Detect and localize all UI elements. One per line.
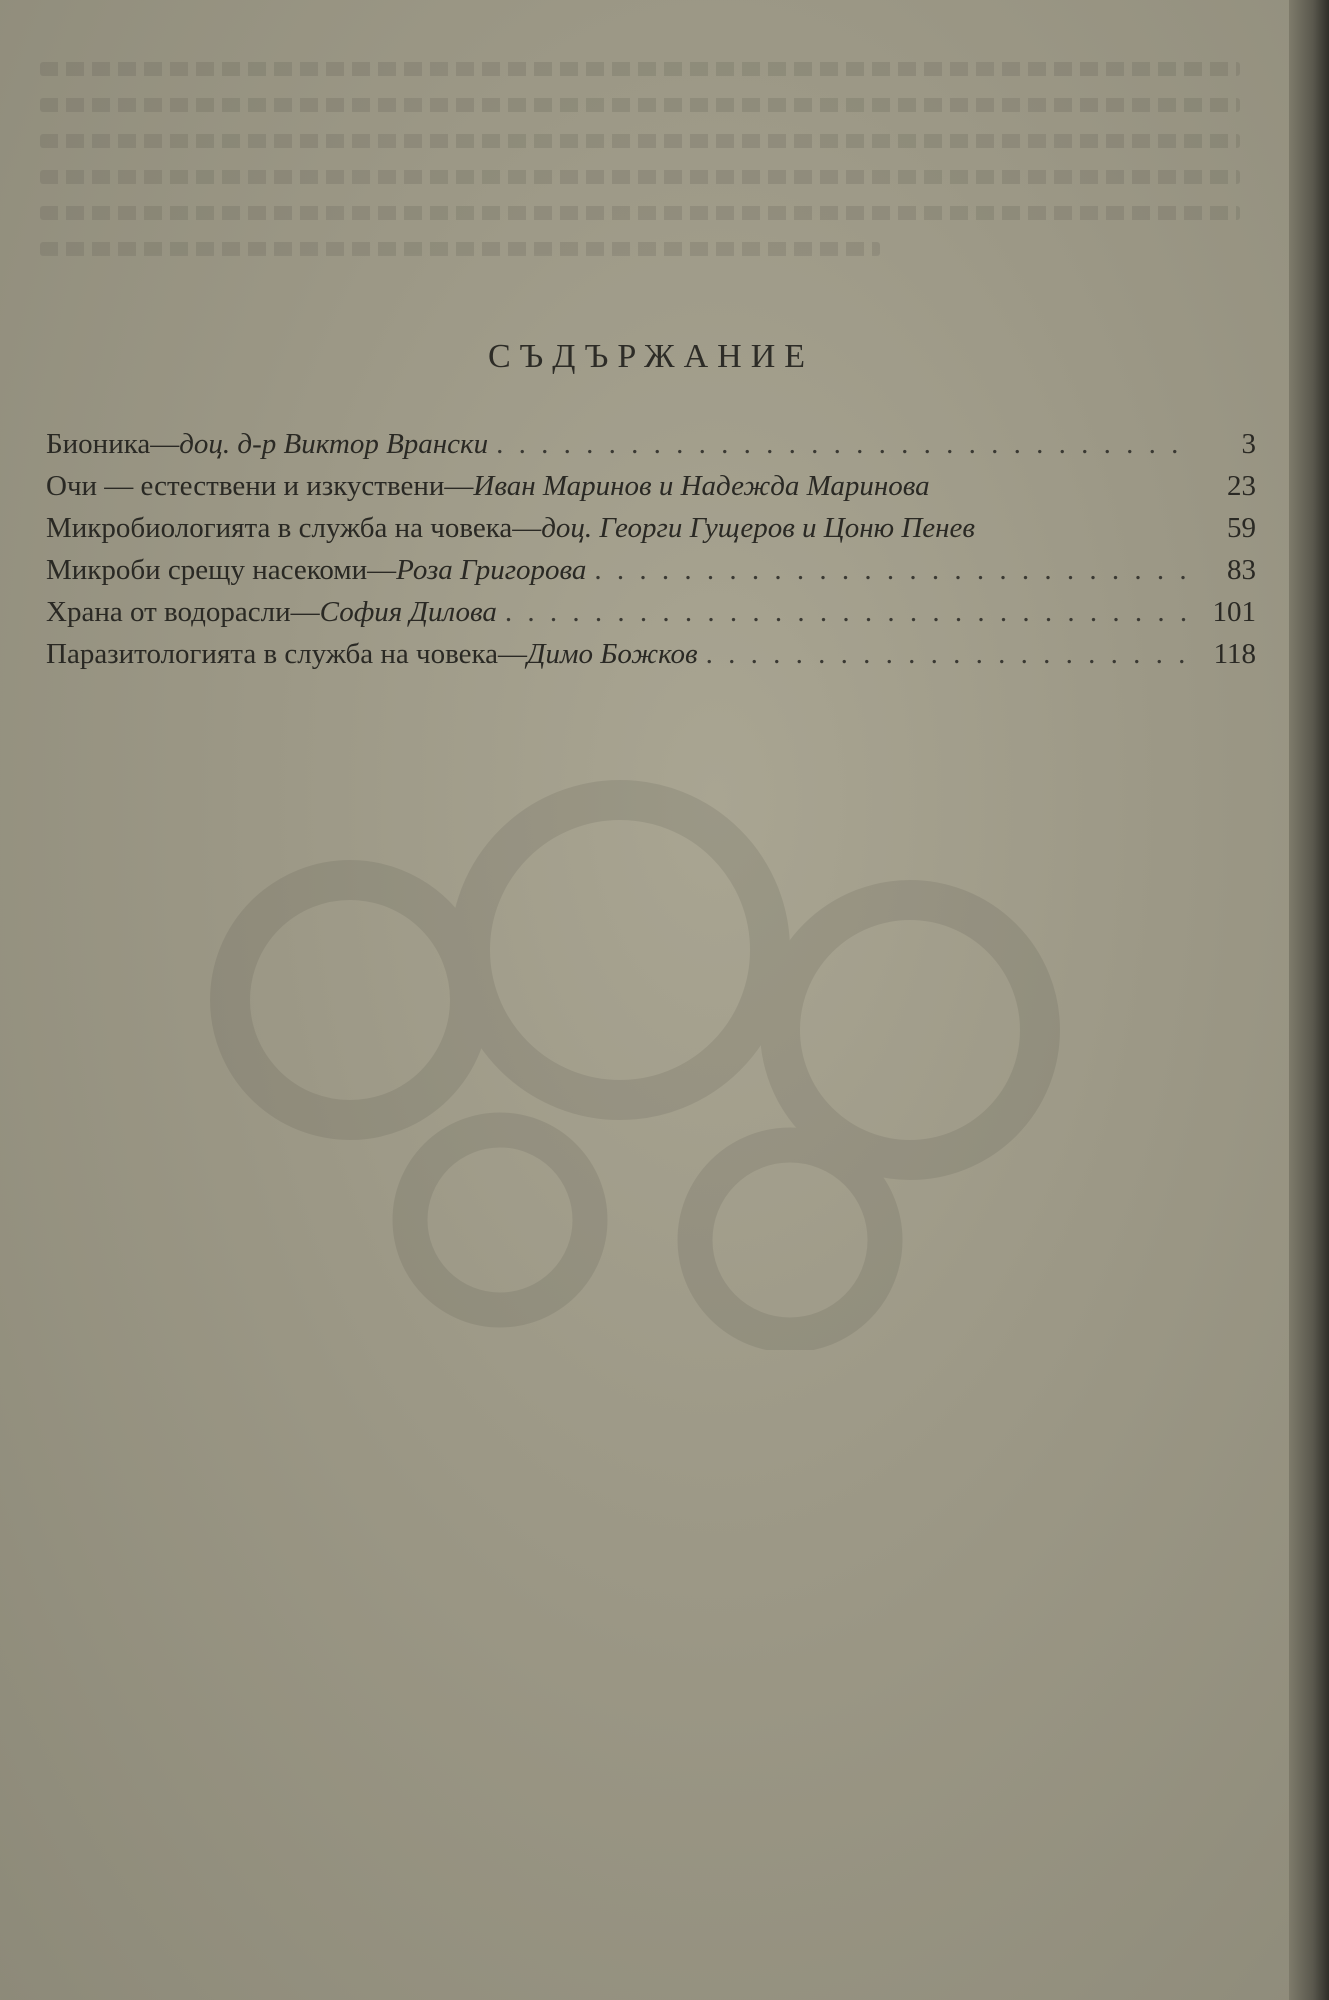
toc-list <box>46 428 1256 680</box>
toc-entry-author: Димо Божков <box>527 638 698 670</box>
toc-entry-title: Микроби срещу насекоми <box>46 554 368 586</box>
toc-entry-page: 59 <box>1227 512 1256 544</box>
toc-entry-title: Микробиологията в служба на човека <box>46 512 513 544</box>
toc-entry-page: 101 <box>1212 596 1256 628</box>
toc-entry-separator: — <box>290 596 320 628</box>
toc-heading: СЪДЪРЖАНИЕ <box>487 338 815 375</box>
toc-leader-dots <box>594 554 1188 587</box>
toc-entry-author: доц. Георги Гущеров и Цоню Пенев <box>541 512 975 544</box>
toc-entry-author: София Дилова <box>319 596 497 628</box>
toc-entry-title: Очи — естествени и изкуствени <box>46 470 445 502</box>
toc-entry-separator: — <box>444 470 474 502</box>
toc-entry-author: Иван Маринов и Надежда Маринова <box>473 470 930 502</box>
toc-entry-author: Роза Григорова <box>396 554 587 586</box>
toc-entry-separator: — <box>512 512 542 544</box>
toc-entry-separator: — <box>367 554 397 586</box>
toc-entry-title: Паразитологията в служба на човека <box>46 638 499 670</box>
toc-entry-page: 23 <box>1227 470 1256 502</box>
toc-entry-page: 3 <box>1241 428 1256 460</box>
toc-leader-dots <box>496 428 1188 461</box>
toc-entry <box>46 428 1256 470</box>
toc-entry <box>46 638 1256 680</box>
toc-leader-dots <box>706 638 1188 671</box>
toc-entry <box>46 596 1256 638</box>
toc-entry-separator: — <box>150 428 180 460</box>
book-gutter-edge <box>1289 0 1329 2000</box>
toc-entry-author: доц. д-р Виктор Врански <box>179 428 489 460</box>
toc-entry-separator: — <box>498 638 528 670</box>
toc-entry-page: 83 <box>1227 554 1256 586</box>
toc-entry-title: Храна от водорасли <box>46 596 291 628</box>
ghost-ornament <box>150 700 1150 1350</box>
toc-entry-page: 118 <box>1213 638 1256 670</box>
toc-entry <box>46 470 1256 512</box>
toc-entry <box>46 554 1256 596</box>
toc-entry <box>46 512 1256 554</box>
toc-leader-dots <box>505 596 1188 629</box>
toc-entry-title: Бионика <box>46 428 151 460</box>
